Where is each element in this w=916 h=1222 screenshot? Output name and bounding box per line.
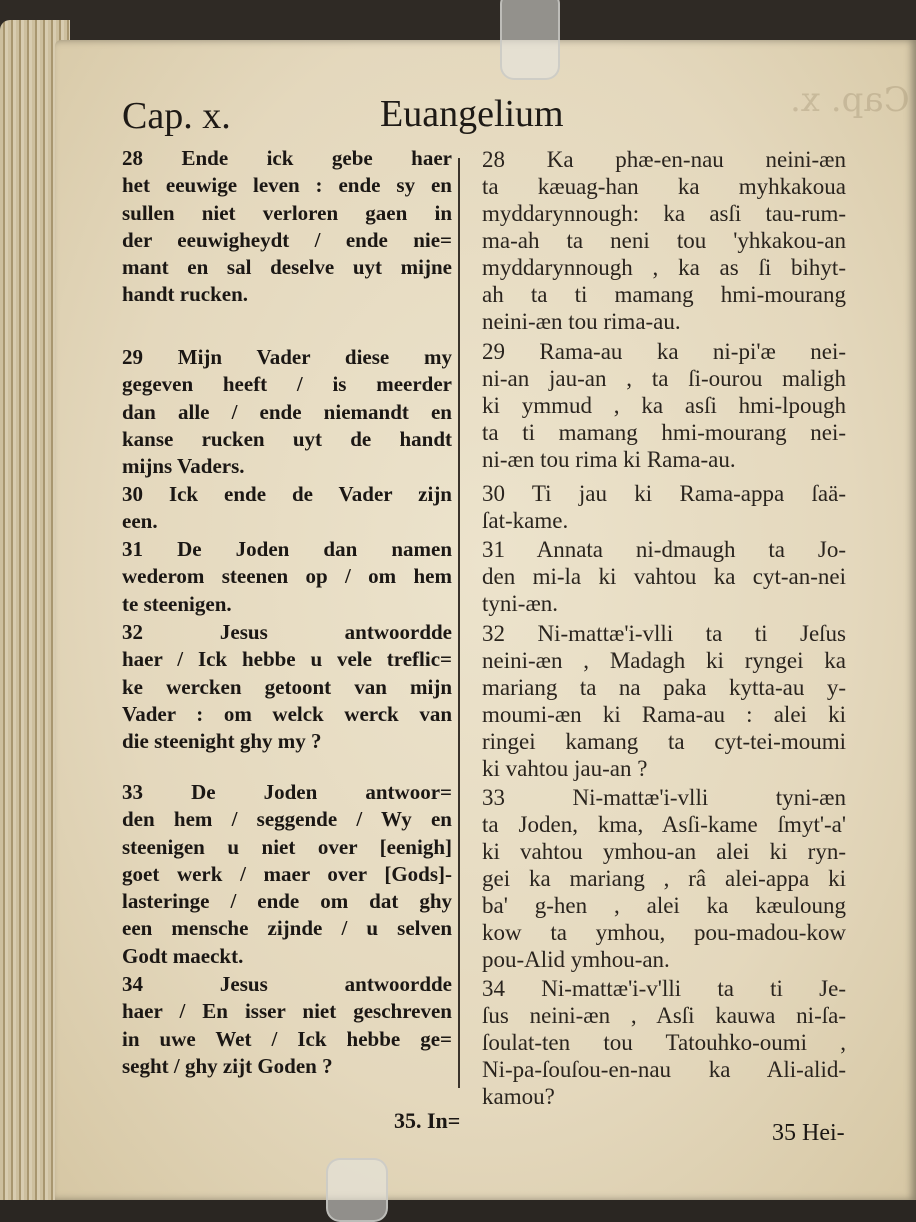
verse-line: kanse rucken uyt de handt: [122, 426, 452, 451]
verse-line: ma-ah ta neni tou 'yhkakou-an: [482, 228, 846, 253]
verse-line: mant en sal deselve uyt mijne: [122, 255, 452, 280]
verse-line: 29 Mijn Vader diese my: [122, 345, 452, 369]
verse-line: pou-Alid ymhou-an.: [482, 947, 670, 972]
page-clip-bottom: [326, 1158, 388, 1222]
verse-line: den hem / seggende / Wy en: [122, 807, 452, 832]
verse-28: [122, 145, 452, 309]
verse-line: die steenight ghy my ?: [122, 729, 322, 754]
verse-32: [122, 619, 452, 755]
chapter-heading: Cap. x.: [122, 95, 231, 137]
verse-line: Ni-pa-ſouſou-en-nau ka Ali-alid-: [482, 1057, 846, 1082]
verse-line: ki vahtou ymhou-an alei ki ryn-: [482, 839, 846, 864]
verse-29: [122, 344, 452, 480]
verse-32: [482, 620, 846, 782]
book-background: [0, 0, 916, 40]
verse-line: haer / En isser niet geschreven: [122, 999, 452, 1024]
verse-29: [482, 338, 846, 473]
verse-line: handt rucken.: [122, 282, 249, 307]
verse-line: 32 Ni-mattæ'i-vlli ta ti Jeſus: [482, 621, 846, 646]
book-title-heading: Euangelium: [380, 93, 564, 135]
verse-line: 31 Annata ni-dmaugh ta Jo-: [482, 537, 846, 562]
verse-line: 30 Ti jau ki Rama-appa ſaä-: [482, 481, 846, 506]
verse-line: een mensche zijnde / u selven: [122, 916, 452, 941]
verse-line: lasteringe / ende om dat ghy: [122, 889, 452, 914]
verse-line: Vader : om welck werck van: [122, 701, 452, 726]
verse-line: den mi-la ki vahtou ka cyt-an-nei: [482, 564, 846, 589]
verse-line: ba' g-hen , alei ka kæuloung: [482, 893, 846, 918]
verse-line: ki vahtou jau-an ?: [482, 756, 648, 781]
verse-line: ſoulat-ten tou Tatouhko-oumi ,: [482, 1030, 846, 1055]
catchword-left: 35. In=: [394, 1108, 461, 1133]
verse-line: 34 Ni-mattæ'i-v'lli ta ti Je-: [482, 976, 846, 1001]
bleed-through-header: Cap. x.: [790, 80, 910, 120]
verse-line: myddarynnough , ka as ſi bihyt-: [482, 255, 846, 280]
verse-line: dan alle / ende niemandt en: [122, 399, 452, 424]
verse-line: wederom steenen op / om hem: [122, 564, 452, 589]
verse-line: 28 Ka phæ-en-nau neini-æn: [482, 147, 846, 172]
verse-line: ta kæuag-han ka myhkakoua: [482, 174, 846, 199]
verse-31: [122, 536, 452, 618]
verse-line: ni-an jau-an , ta ſi-ourou maligh: [482, 366, 846, 391]
verse-33: [122, 779, 452, 970]
verse-line: kow ta ymhou, pou-madou-kow: [482, 920, 846, 945]
verse-28: [482, 146, 846, 335]
verse-33: [482, 784, 846, 973]
verse-line: myddarynnough: ka asſi tau-rum-: [482, 201, 846, 226]
verse-line: neini-æn , Madagh ki ryngei ka: [482, 648, 846, 673]
verse-line: ni-æn tou rima ki Rama-au.: [482, 447, 736, 472]
verse-line: het eeuwige leven : ende sy en: [122, 173, 452, 198]
verse-line: ringei kamang ta cyt-tei-moumi: [482, 729, 846, 754]
verse-line: neini-æn tou rima-au.: [482, 309, 681, 334]
column-divider: [458, 158, 460, 1088]
verse-line: in uwe Wet / Ick hebbe ge=: [122, 1026, 452, 1051]
verse-line: der eeuwigheydt / ende nie=: [122, 227, 452, 252]
catchword-right: 35 Hei-: [772, 1120, 845, 1146]
verse-line: ah ta ti mamang hmi-mourang: [482, 282, 846, 307]
verse-34: [122, 971, 452, 1080]
verse-line: ſat-kame.: [482, 508, 569, 533]
verse-line: Godt maeckt.: [122, 943, 244, 968]
verse-line: haer / Ick hebbe u vele treflic=: [122, 647, 452, 672]
verse-line: mijns Vaders.: [122, 454, 245, 479]
verse-31: [482, 536, 846, 617]
verse-line: goet werk / maer over [Gods]-: [122, 861, 452, 886]
verse-line: 33 Ni-mattæ'i-vlli tyni-æn: [482, 785, 846, 810]
verse-line: steenigen u niet over [eenigh]: [122, 834, 452, 859]
verse-line: 34 Jesus antwoordde: [122, 972, 452, 996]
verse-line: ta ti mamang hmi-mourang nei-: [482, 420, 846, 445]
verse-line: te steenigen.: [122, 591, 232, 616]
verse-line: 31 De Joden dan namen: [122, 537, 452, 561]
verse-line: 30 Ick ende de Vader zijn: [122, 482, 452, 506]
verse-line: 33 De Joden antwoor=: [122, 780, 452, 804]
verse-30: [122, 481, 452, 536]
verse-line: gegeven heeft / is meerder: [122, 372, 452, 397]
verse-line: 28 Ende ick gebe haer: [122, 146, 452, 170]
verse-34: [482, 975, 846, 1110]
verse-line: 29 Rama-au ka ni-pi'æ nei-: [482, 339, 846, 364]
verse-line: mariang ta na paka kytta-au y-: [482, 675, 846, 700]
verse-line: tyni-æn.: [482, 591, 559, 616]
verse-line: ki ymmud , ka asſi hmi-lpough: [482, 393, 846, 418]
page-clip-top: [500, 0, 560, 80]
verse-30: [482, 480, 846, 534]
verse-line: gei ka mariang , râ alei-appa ki: [482, 866, 846, 891]
verse-line: 32 Jesus antwoordde: [122, 620, 452, 644]
verse-line: seght / ghy zijt Goden ?: [122, 1053, 333, 1078]
verse-line: ke wercken getoont van mijn: [122, 674, 452, 699]
verse-line: een.: [122, 509, 158, 534]
verse-line: ſus neini-æn , Asſi kauwa ni-ſa-: [482, 1003, 846, 1028]
verse-line: kamou?: [482, 1084, 555, 1109]
verse-line: moumi-æn ki Rama-au : alei ki: [482, 702, 846, 727]
verse-line: sullen niet verloren gaen in: [122, 200, 452, 225]
verse-line: ta Joden, kma, Asſi-kame ſmyt'-a': [482, 812, 846, 837]
